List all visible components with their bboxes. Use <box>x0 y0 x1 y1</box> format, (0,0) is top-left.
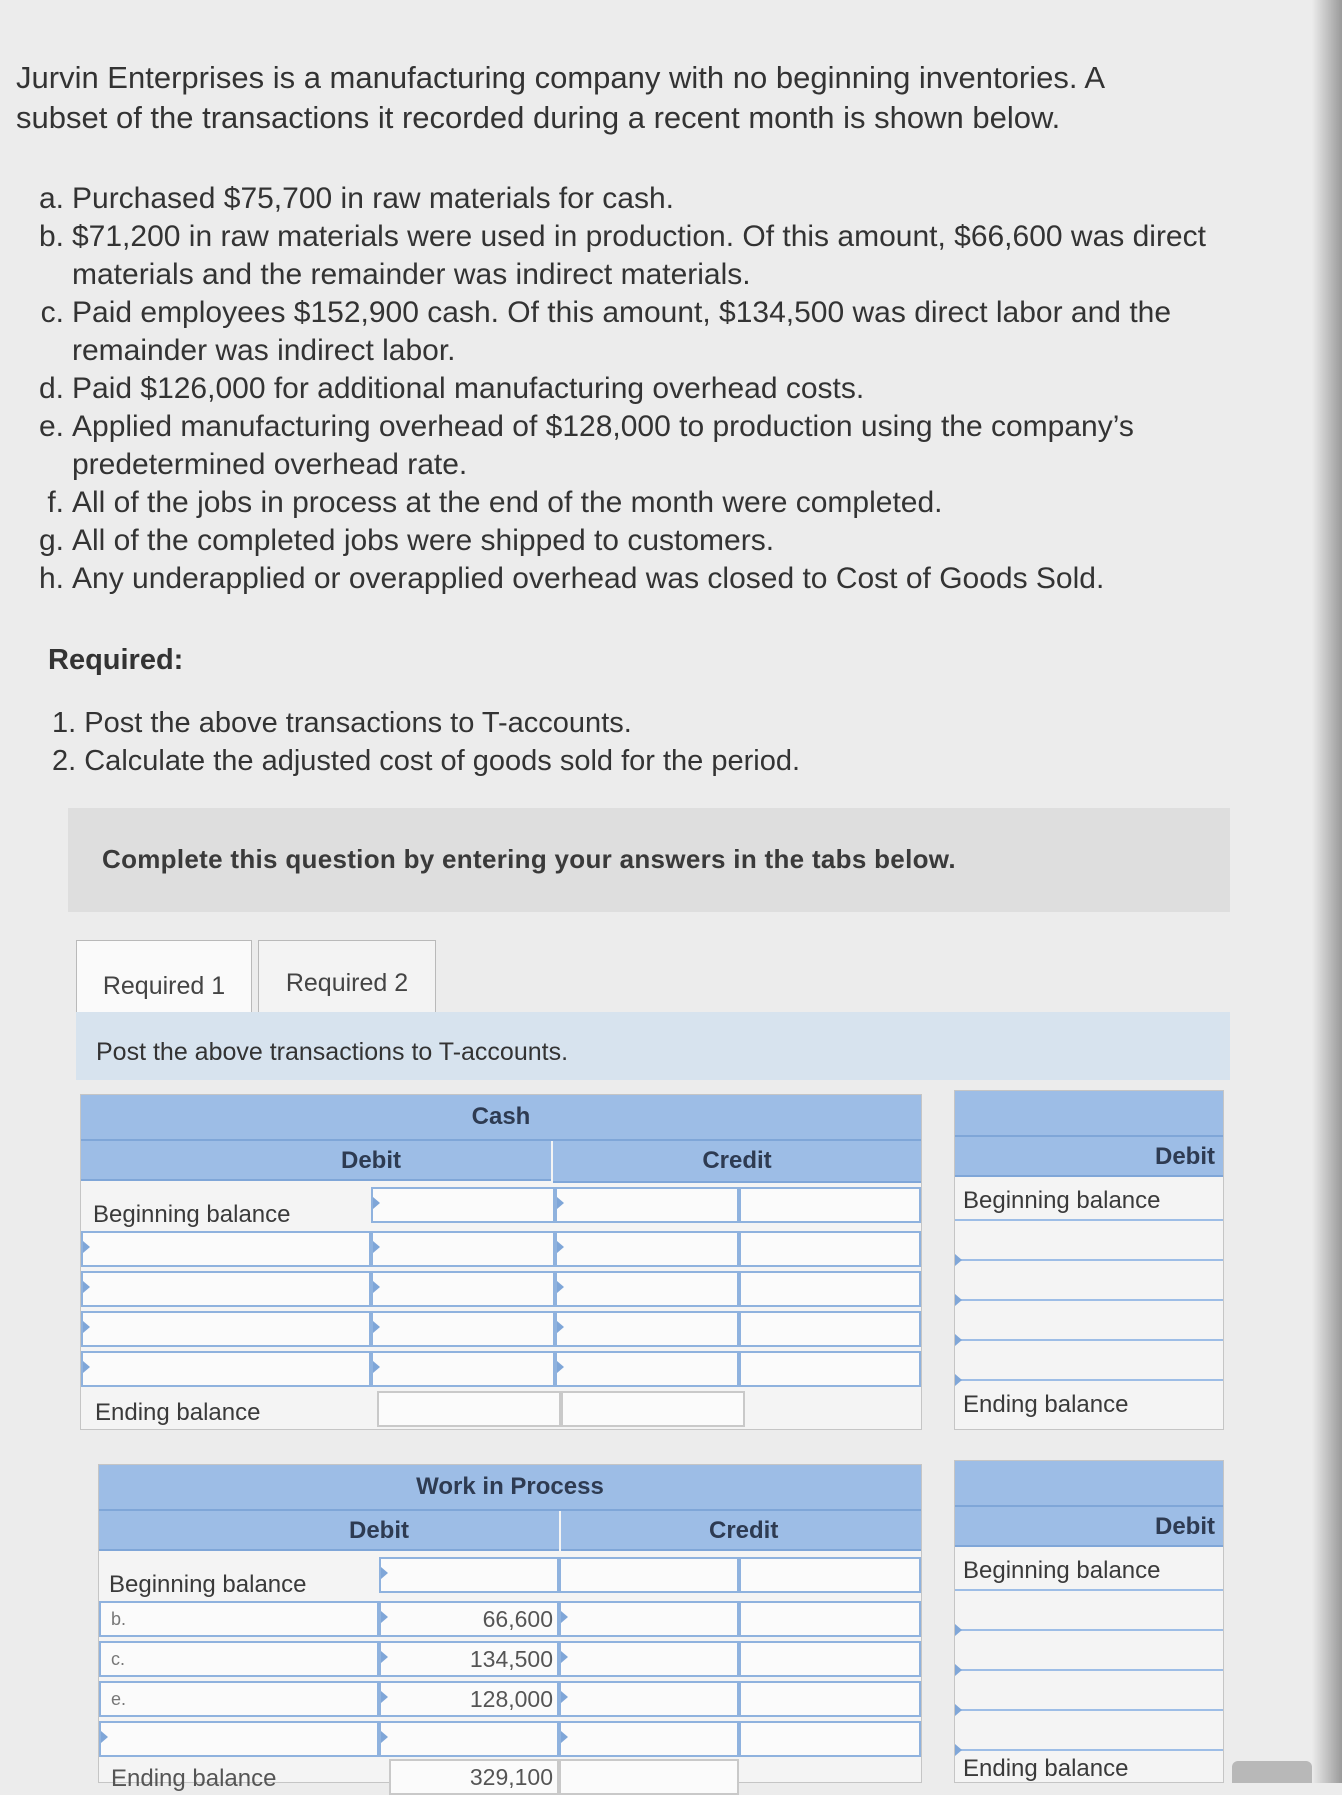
cash-credit-entry-label[interactable] <box>555 1231 739 1267</box>
transaction-item <box>20 370 1250 408</box>
wip-credit-amount[interactable] <box>739 1721 921 1757</box>
amount-input[interactable] <box>373 1273 553 1305</box>
cash-credit-amount[interactable] <box>739 1231 921 1267</box>
cash-beginning-credit-label-input[interactable] <box>555 1187 739 1223</box>
amount-input[interactable] <box>561 1603 737 1635</box>
tab-required-2[interactable]: Required 2 <box>258 940 436 1026</box>
wip-debit-amount[interactable] <box>379 1641 559 1677</box>
amount-input[interactable] <box>561 1683 737 1715</box>
entry-letter: b. <box>111 1609 127 1629</box>
wip-credit-amount[interactable] <box>739 1641 921 1677</box>
required-item: 1. Post the above transactions to T-accounts. <box>52 707 632 739</box>
beginning-balance-label: Beginning balance <box>963 1187 1161 1214</box>
ending-balance-label: Ending balance <box>111 1765 277 1792</box>
wip-credit-amount[interactable] <box>739 1557 921 1593</box>
ending-amount <box>391 1761 557 1793</box>
entry-row[interactable] <box>955 1629 1223 1631</box>
wip-ending-debit <box>389 1759 559 1795</box>
amount-input[interactable] <box>381 1559 557 1591</box>
wip-beginning-debit-input[interactable] <box>379 1557 559 1593</box>
cash-credit-entry-label[interactable] <box>555 1271 739 1307</box>
beginning-balance-label: Beginning balance <box>963 1557 1161 1584</box>
transaction-letter: g. <box>38 524 64 557</box>
cash-credit-entry-label[interactable] <box>555 1351 739 1387</box>
t-account-title-bar <box>955 1091 1223 1137</box>
entry-letter: e. <box>111 1689 127 1709</box>
transaction-item <box>20 218 1250 294</box>
wip-debit-amount[interactable] <box>379 1681 559 1717</box>
cash-beginning-credit-input[interactable] <box>739 1187 921 1223</box>
entry-row[interactable] <box>955 1709 1223 1711</box>
wip-credit-entry-label[interactable] <box>559 1557 739 1593</box>
wip-debit-entry-label[interactable] <box>99 1721 379 1757</box>
transaction-text: All of the completed jobs were shipped to customers. <box>72 524 775 557</box>
amount-input[interactable] <box>557 1233 737 1265</box>
transaction-text: Purchased $75,700 in raw materials for cash. <box>72 182 674 215</box>
amount-input[interactable] <box>741 1353 919 1385</box>
wip-credit-amount[interactable] <box>739 1601 921 1637</box>
amount-input[interactable] <box>741 1273 919 1305</box>
cash-debit-amount[interactable] <box>371 1311 555 1347</box>
transaction-text: Paid employees $152,900 cash. Of this amount, $134,500 was direct labor and the remainder was indirect labor. <box>72 296 1172 367</box>
amount-input[interactable] <box>557 1353 737 1385</box>
amount-input[interactable] <box>741 1189 919 1221</box>
transaction-letter: a. <box>38 182 64 215</box>
debit-header: Debit <box>955 1507 1223 1547</box>
partial-t-account <box>954 1460 1224 1783</box>
entry-row[interactable] <box>955 1749 1223 1751</box>
entry-row[interactable] <box>955 1299 1223 1301</box>
cash-debit-entry-label[interactable] <box>81 1271 371 1307</box>
amount-input[interactable] <box>561 1723 737 1755</box>
ending-balance-label: Ending balance <box>95 1399 261 1426</box>
transaction-letter: c. <box>40 296 64 329</box>
credit-header: Credit <box>553 1141 921 1183</box>
amount-input[interactable] <box>741 1723 919 1755</box>
transaction-item <box>20 180 1250 218</box>
amount-input[interactable] <box>373 1353 553 1385</box>
ending-balance-label: Ending balance <box>963 1755 1129 1782</box>
transaction-item <box>20 294 1250 370</box>
amount-input[interactable] <box>741 1603 919 1635</box>
amount-input[interactable] <box>561 1559 737 1591</box>
amount-input[interactable] <box>373 1233 553 1265</box>
cash-debit-amount[interactable] <box>371 1271 555 1307</box>
amount-input[interactable] <box>381 1723 557 1755</box>
wip-ending-credit <box>559 1759 739 1795</box>
cash-credit-amount[interactable] <box>739 1311 921 1347</box>
screen-edge-shadow <box>1312 0 1342 1783</box>
transaction-text: All of the jobs in process at the end of the month were completed. <box>72 486 943 519</box>
beginning-balance-label: Beginning balance <box>93 1201 291 1228</box>
transaction-letter: e. <box>38 410 64 443</box>
wip-debit-entry-label[interactable] <box>99 1681 379 1717</box>
transaction-item <box>20 560 1250 598</box>
beginning-balance-label: Beginning balance <box>109 1571 307 1598</box>
wip-debit-amount[interactable] <box>379 1721 559 1757</box>
amount-input[interactable] <box>561 1643 737 1675</box>
entry-row[interactable] <box>955 1379 1223 1381</box>
required-title: Required: <box>48 644 184 676</box>
cash-beginning-debit-input[interactable] <box>371 1187 555 1223</box>
t-account-title-bar <box>955 1461 1223 1507</box>
wip-credit-entry-label[interactable] <box>559 1681 739 1717</box>
amount-input[interactable] <box>741 1559 919 1591</box>
amount-input[interactable] <box>741 1683 919 1715</box>
t-account-title: Work in Process <box>99 1465 921 1511</box>
entry-row[interactable] <box>955 1589 1223 1591</box>
transaction-letter: b. <box>38 220 64 253</box>
wip-debit-entry-label[interactable] <box>99 1641 379 1677</box>
cash-debit-amount[interactable] <box>371 1351 555 1387</box>
debit-header: Debit <box>99 1511 559 1551</box>
cash-debit-entry-label[interactable] <box>81 1351 371 1387</box>
required-item: 2. Calculate the adjusted cost of goods sold for the period. <box>52 745 801 777</box>
entry-row[interactable] <box>955 1259 1223 1261</box>
amount-input[interactable] <box>741 1233 919 1265</box>
amount-input[interactable] <box>381 1683 557 1715</box>
transaction-letter: d. <box>38 372 64 405</box>
amount-input[interactable] <box>557 1189 737 1221</box>
wip-t-account <box>98 1464 922 1792</box>
wip-credit-amount[interactable] <box>739 1681 921 1717</box>
entry-row[interactable] <box>955 1219 1223 1221</box>
partial-t-account <box>954 1090 1224 1430</box>
cash-credit-amount[interactable] <box>739 1351 921 1387</box>
amount-input[interactable] <box>741 1643 919 1675</box>
entry-letter: c. <box>111 1649 126 1669</box>
tab-required-1[interactable]: Required 1 <box>76 940 252 1032</box>
transaction-item <box>20 522 1250 560</box>
amount-input[interactable] <box>381 1603 557 1635</box>
transaction-letter: h. <box>38 562 64 595</box>
cash-ending-credit <box>561 1391 745 1427</box>
credit-header: Credit <box>561 1511 921 1551</box>
amount-input[interactable] <box>381 1643 557 1675</box>
transaction-text: $71,200 in raw materials were used in production. Of this amount, $66,600 was direct materials and the remainder was indirect materials. <box>72 220 1206 291</box>
amount-input[interactable] <box>373 1313 553 1345</box>
transaction-text: Any underapplied or overapplied overhead was closed to Cost of Goods Sold. <box>72 562 1105 595</box>
cash-debit-entry-label[interactable] <box>81 1311 371 1347</box>
instruction-banner: Complete this question by entering your answers in the tabs below. <box>68 808 1230 912</box>
cash-ending-debit <box>377 1391 561 1427</box>
t-account-title: Cash <box>81 1095 921 1141</box>
cash-t-account <box>80 1094 922 1430</box>
transaction-text: Paid $126,000 for additional manufacturing overhead costs. <box>72 372 865 405</box>
amount-input[interactable] <box>373 1189 553 1221</box>
tab-instruction: Post the above transactions to T-accounts. <box>76 1012 1230 1080</box>
debit-header: Debit <box>955 1137 1223 1177</box>
transaction-item <box>20 484 1250 522</box>
cash-debit-entry-label[interactable] <box>81 1231 371 1267</box>
transaction-letter: f. <box>47 486 64 519</box>
entry-row[interactable] <box>955 1669 1223 1671</box>
wip-credit-entry-label[interactable] <box>559 1601 739 1637</box>
cash-credit-entry-label[interactable] <box>555 1311 739 1347</box>
wip-debit-entry-label[interactable] <box>99 1601 379 1637</box>
amount-input[interactable] <box>741 1313 919 1345</box>
wip-credit-entry-label[interactable] <box>559 1721 739 1757</box>
amount-input[interactable] <box>557 1313 737 1345</box>
transaction-text: Applied manufacturing overhead of $128,000 to production using the company’s predetermined overhead rate. <box>72 410 1134 481</box>
transaction-list <box>20 180 1250 598</box>
entry-row[interactable] <box>955 1339 1223 1341</box>
wip-credit-entry-label[interactable] <box>559 1641 739 1677</box>
amount-input[interactable] <box>557 1273 737 1305</box>
debit-header: Debit <box>81 1141 551 1181</box>
problem-intro: Jurvin Enterprises is a manufacturing company with no beginning inventories. A subset of the transactions it recorded during a recent month is shown below. <box>16 60 1104 135</box>
transaction-item <box>20 408 1250 484</box>
wip-debit-amount[interactable] <box>379 1601 559 1637</box>
required-list <box>52 704 800 780</box>
bottom-button[interactable] <box>1232 1761 1312 1783</box>
cash-debit-amount[interactable] <box>371 1231 555 1267</box>
cash-credit-amount[interactable] <box>739 1271 921 1307</box>
ending-balance-label: Ending balance <box>963 1391 1129 1418</box>
